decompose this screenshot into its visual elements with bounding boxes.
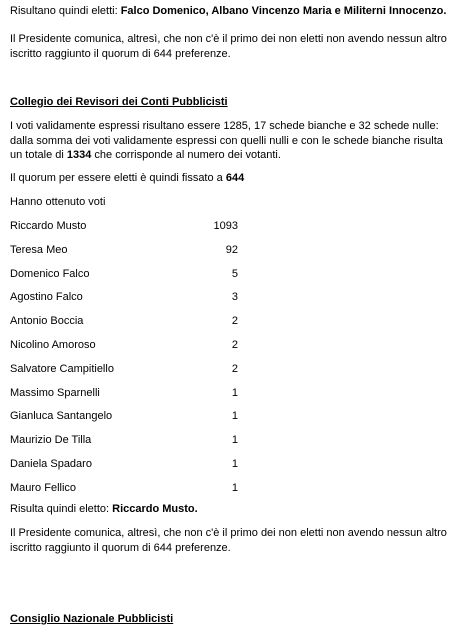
quorum-note2-line2: iscritto raggiunto il quorum di 644 preferenze.	[10, 542, 231, 554]
candidate-votes: 1	[231, 387, 238, 399]
elected-prefix: Risultano quindi eletti:	[10, 5, 121, 17]
candidate-name: Agostino Falco	[10, 291, 83, 303]
elected-names: Falco Domenico, Albano Vincenzo Maria e Militerni Innocenzo.	[120, 5, 447, 17]
quorum-note-line2: iscritto raggiunto il quorum di 644 preferenze.	[10, 48, 231, 60]
candidate-votes: 1	[231, 434, 238, 446]
elected-result: Risulta quindi eletto: Riccardo Musto.	[10, 503, 198, 515]
quorum-note-line1: Il Presidente comunica, altresì, che non c'è il primo dei non eletti non avendo nessun altro	[10, 33, 447, 45]
candidate-name: Daniela Spadaro	[10, 458, 92, 470]
total-voters: 1334	[66, 149, 92, 161]
votes-paragraph-line3: un totale di 1334 che corrisponde al numero dei votanti.	[10, 149, 281, 161]
candidate-name: Massimo Sparnelli	[10, 387, 100, 399]
quorum-note2-line1: Il Presidente comunica, altresì, che non c'è il primo dei non eletti non avendo nessun altro	[10, 527, 447, 539]
candidate-name: Teresa Meo	[10, 244, 68, 256]
elected-name: Riccardo Musto.	[112, 503, 198, 515]
section-heading-consiglio: Consiglio Nazionale Pubblicisti	[10, 613, 174, 625]
candidate-name: Maurizio De Tilla	[10, 434, 92, 446]
candidate-name: Salvatore Campitiello	[10, 363, 114, 375]
candidate-name: Riccardo Musto	[10, 220, 87, 232]
candidate-votes: 2	[231, 363, 238, 375]
candidate-name: Nicolino Amoroso	[10, 339, 96, 351]
candidate-votes: 5	[231, 268, 238, 280]
candidate-votes: 1	[231, 458, 238, 470]
candidate-name: Mauro Fellico	[10, 482, 77, 494]
votes-heading: Hanno ottenuto voti	[10, 196, 106, 208]
votes-paragraph-line2: dalla somma dei voti validamente espressi con quelli nulli e con le schede bianche risulta	[10, 135, 443, 147]
candidate-name: Gianluca Santangelo	[10, 410, 113, 422]
elected-summary	[10, 4, 446, 18]
candidate-votes: 1	[231, 482, 238, 494]
votes-paragraph-line1: I voti validamente espressi risultano essere 1285, 17 schede bianche e 32 schede nulle:	[10, 120, 439, 132]
quorum-statement: Il quorum per essere eletti è quindi fissato a 644	[10, 172, 245, 184]
candidate-votes: 2	[231, 339, 238, 351]
candidate-name: Antonio Boccia	[10, 315, 84, 327]
candidate-name: Domenico Falco	[10, 268, 90, 280]
quorum-value: 644	[225, 172, 245, 184]
candidate-votes: 3	[231, 291, 238, 303]
candidate-votes: 1093	[213, 220, 238, 232]
candidate-votes: 92	[225, 244, 238, 256]
section-heading-revisori: Collegio dei Revisori dei Conti Pubblicisti	[10, 96, 228, 108]
candidate-votes: 2	[231, 315, 238, 327]
candidate-votes: 1	[231, 410, 238, 422]
